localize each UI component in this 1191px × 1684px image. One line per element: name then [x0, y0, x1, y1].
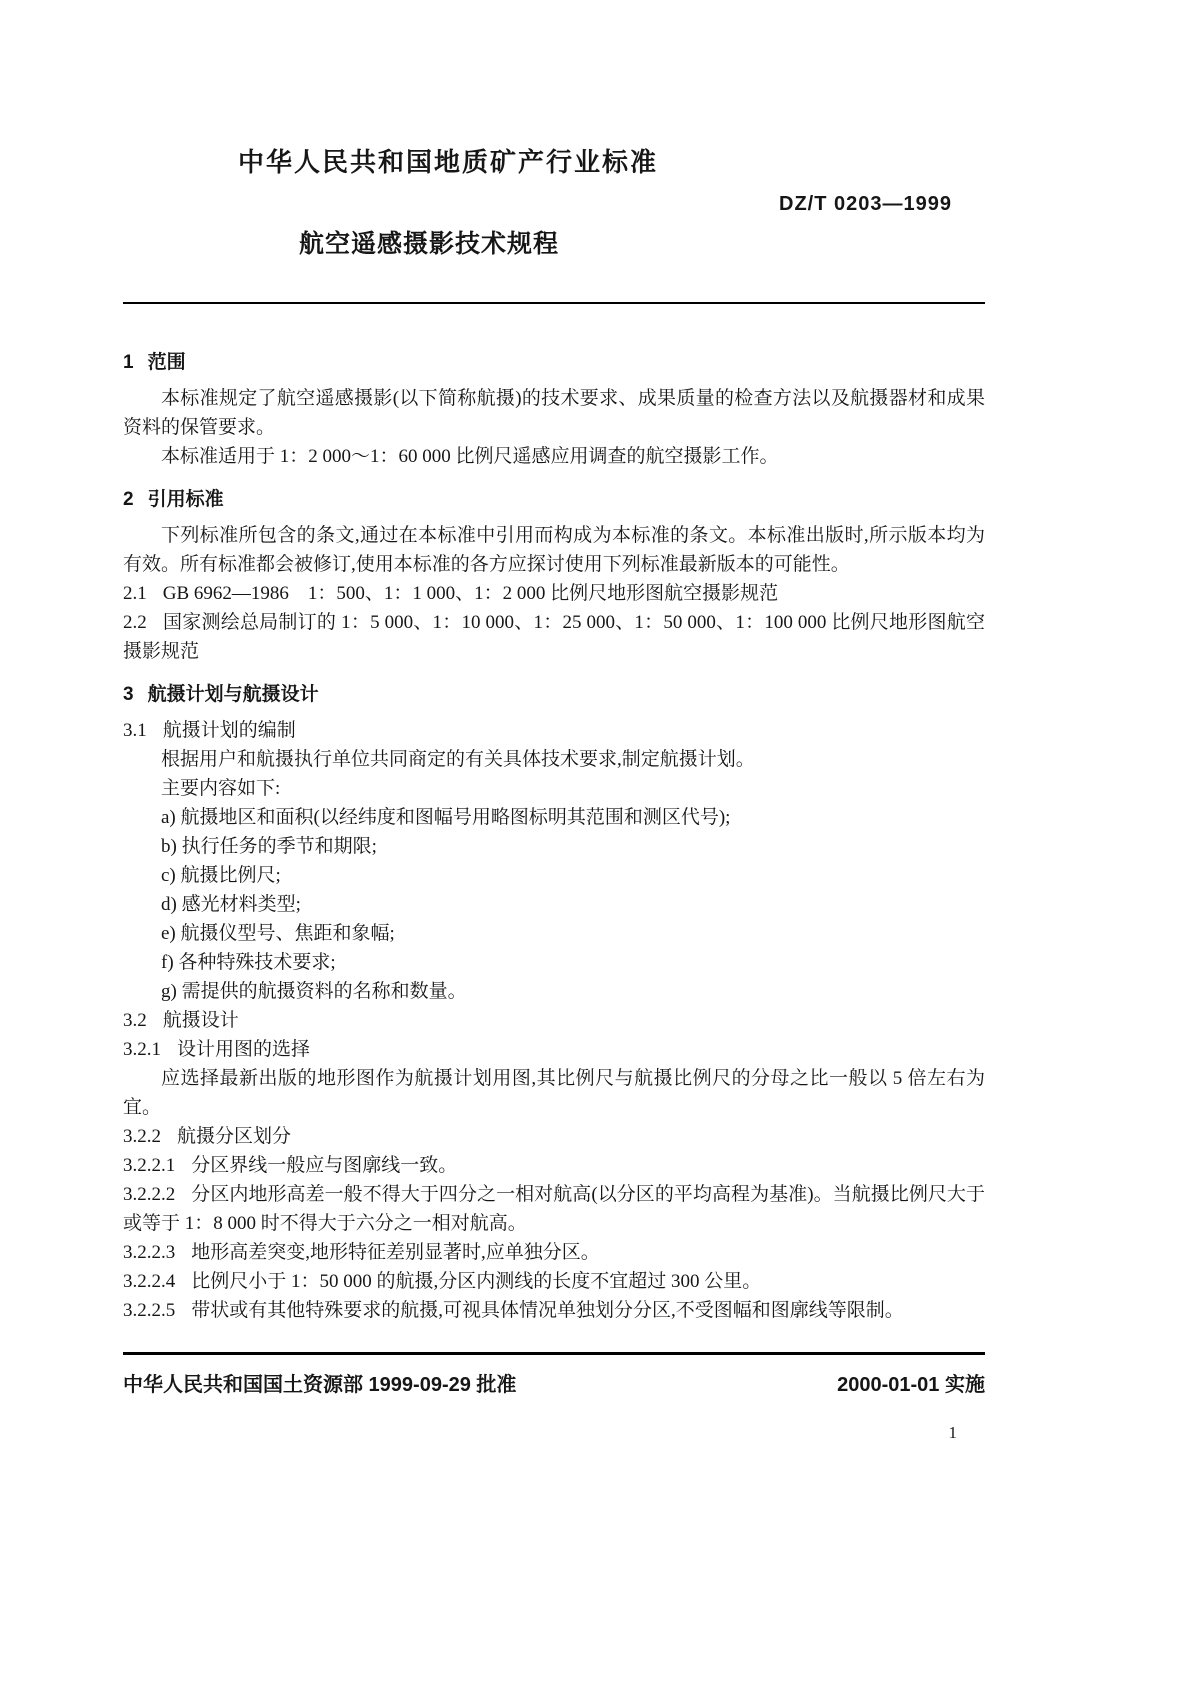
clause	[123, 1122, 985, 1151]
clause-number: 3.2.2	[123, 1126, 161, 1147]
clause-text: 分区界线一般应与图廓线一致。	[191, 1155, 458, 1176]
clause-number: 2	[123, 489, 134, 510]
document-header	[0, 0, 1191, 260]
clause-number: 3.1	[123, 720, 147, 741]
page-number: 1	[948, 1423, 957, 1442]
paragraph: 根据用户和航摄执行单位共同商定的有关具体技术要求,制定航摄计划。	[161, 749, 755, 770]
clause-number: 3.2	[123, 1010, 147, 1031]
list-item: c) 航摄比例尺;	[161, 865, 281, 886]
clause-number: 1	[123, 352, 134, 373]
clause-number: 3.2.1	[123, 1039, 161, 1060]
clause	[123, 1296, 985, 1325]
clause-text: 分区内地形高差一般不得大于四分之一相对航高(以分区的平均高程为基准)。当航摄比例尺大于或等于 1：8 000 时不得大于六分之一相对航高。	[123, 1184, 985, 1234]
paragraph: 下列标准所包含的条文,通过在本标准中引用而构成为本标准的条文。本标准出版时,所示版本均为有效。所有标准都会被修订,使用本标准的各方应探讨使用下列标准最新版本的可能性。	[123, 525, 985, 575]
clause-number: 3.2.2.4	[123, 1271, 176, 1292]
clause-text: 航摄分区划分	[177, 1126, 292, 1147]
standard-type-heading: 中华人民共和国地质矿产行业标准	[238, 147, 659, 177]
list-item: f) 各种特殊技术要求;	[161, 952, 336, 973]
clause	[123, 1180, 985, 1238]
paragraph: 本标准规定了航空遥感摄影(以下简称航摄)的技术要求、成果质量的检查方法以及航摄器材和成果资料的保管要求。	[123, 388, 985, 438]
clause-text: 引用标准	[147, 489, 224, 510]
clause-number: 3.2.2.3	[123, 1242, 176, 1263]
section-heading	[123, 680, 985, 709]
footer-divider	[123, 1352, 985, 1355]
clause-text: 地形高差突变,地形特征差别显著时,应单独分区。	[191, 1242, 600, 1263]
clause	[123, 716, 985, 745]
clause	[123, 579, 985, 608]
clause-number: 2.1	[123, 583, 147, 604]
paragraph: 本标准适用于 1：2 000～1：60 000 比例尺遥感应用调查的航空摄影工作。	[161, 446, 779, 467]
standard-number: DZ/T 0203—1999	[779, 193, 952, 215]
clause	[123, 1267, 985, 1296]
clause	[123, 1238, 985, 1267]
list-item: d) 感光材料类型;	[161, 894, 301, 915]
approval-note: 中华人民共和国国土资源部 1999-09-29 批准	[123, 1374, 517, 1396]
section-heading	[123, 348, 985, 377]
clause-text: 设计用图的选择	[177, 1039, 311, 1060]
clause-number: 2.2	[123, 612, 147, 633]
clause	[123, 608, 985, 666]
list-item: g) 需提供的航摄资料的名称和数量。	[161, 981, 467, 1002]
clause	[123, 1151, 985, 1180]
list-item: e) 航摄仪型号、焦距和象幅;	[161, 923, 395, 944]
clause-text: 航摄计划的编制	[162, 720, 296, 741]
footer-row	[123, 1368, 985, 1397]
clause	[123, 1035, 985, 1064]
clause-number: 3.2.2.5	[123, 1300, 176, 1321]
clause-text: 范围	[147, 352, 186, 373]
clause-number: 3.2.2.1	[123, 1155, 176, 1176]
paragraph: 应选择最新出版的地形图作为航摄计划用图,其比例尺与航摄比例尺的分母之比一般以 5 倍左右为宜。	[123, 1068, 985, 1118]
clause-number: 3	[123, 684, 134, 705]
clause-text: 比例尺小于 1：50 000 的航摄,分区内测线的长度不宜超过 300 公里。	[191, 1271, 762, 1292]
clause-text: 带状或有其他特殊要求的航摄,可视具体情况单独划分分区,不受图幅和图廓线等限制。	[191, 1300, 904, 1321]
clause-text: 国家测绘总局制订的 1：5 000、1：10 000、1：25 000、1：50 000、1：100 000 比例尺地形图航空摄影规范	[123, 612, 985, 662]
document-footer	[0, 1352, 1191, 1684]
implementation-note: 2000-01-01 实施	[837, 1374, 985, 1396]
document-title: 航空遥感摄影技术规程	[299, 230, 560, 258]
list-item: b) 执行任务的季节和期限;	[161, 836, 377, 857]
clause-text: GB 6962—1986 1：500、1：1 000、1：2 000 比例尺地形图航空摄影规范	[162, 583, 779, 604]
clause-text: 航摄计划与航摄设计	[147, 684, 319, 705]
clause-text: 航摄设计	[162, 1010, 239, 1031]
clause-number: 3.2.2.2	[123, 1184, 176, 1205]
document-body	[0, 304, 1191, 1325]
section-heading	[123, 485, 985, 514]
list-item: a) 航摄地区和面积(以经纬度和图幅号用略图标明其范围和测区代号);	[161, 807, 731, 828]
clause	[123, 1006, 985, 1035]
paragraph: 主要内容如下:	[161, 778, 281, 799]
